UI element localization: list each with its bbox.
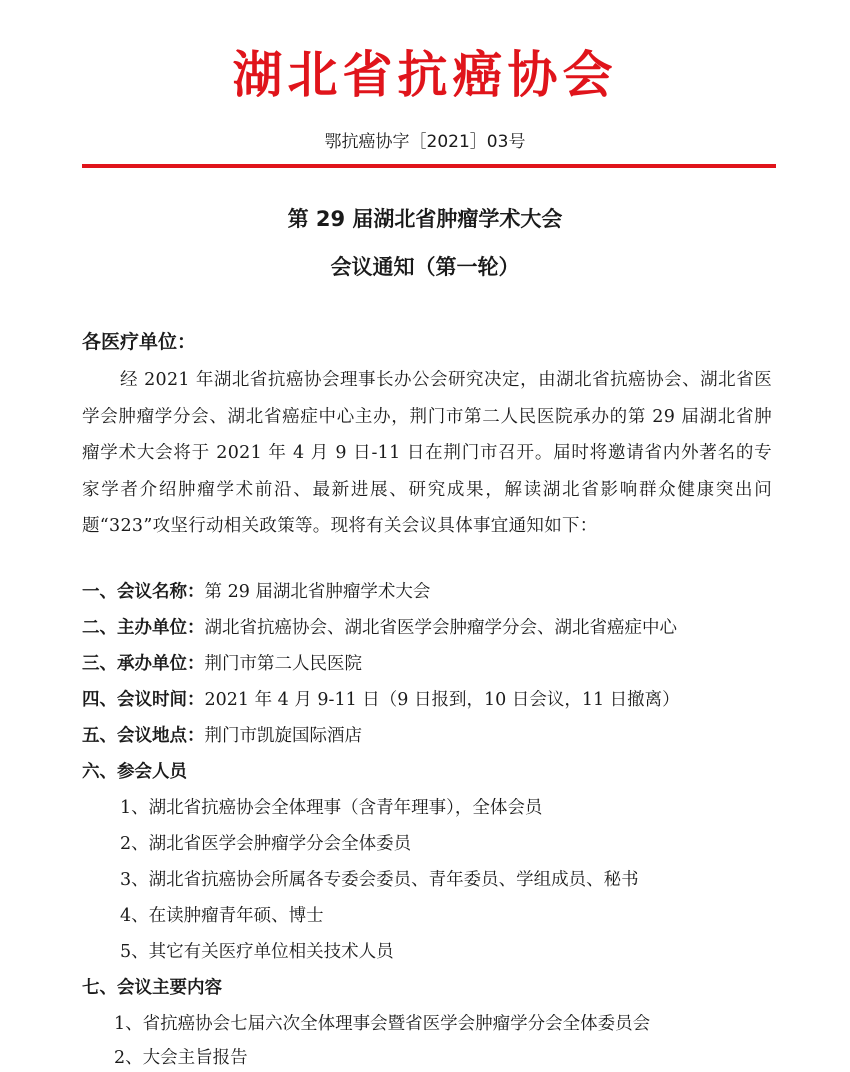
notice-subtitle: 会议通知（第一轮）: [330, 255, 520, 279]
section-time: [82, 686, 680, 714]
organization-title: 湖北省抗癌协会: [232, 46, 618, 104]
section-meeting-name: [82, 578, 430, 606]
section-value: 湖北省抗癌协会、湖北省医学会肿瘤学分会、湖北省癌症中心: [204, 618, 677, 638]
document-number: 鄂抗癌协字［2021］03号: [324, 132, 526, 152]
list-item: 2、湖北省医学会肿瘤学分会全体委员: [120, 834, 412, 854]
section-label: 二、主办单位：: [82, 618, 205, 638]
section-value: 2021 年 4 月 9-11 日（9 日报到，10 日会议，11 日撤离）: [204, 690, 680, 710]
section-content: [82, 974, 222, 1002]
section-label: 六、参会人员: [82, 762, 187, 782]
section-attendees: [82, 758, 187, 786]
section-value: 荆门市凯旋国际酒店: [204, 726, 362, 746]
section-label: 七、会议主要内容: [82, 978, 222, 998]
list-item: 4、在读肿瘤青年硕、博士: [120, 906, 324, 926]
header-divider: [82, 164, 776, 168]
section-host: [82, 614, 677, 642]
list-item: 1、湖北省抗癌协会全体理事（含青年理事），全体会员: [120, 798, 543, 818]
list-item: 2、大会主旨报告: [114, 1048, 248, 1068]
list-item: 3、湖北省抗癌协会所属各专委会委员、青年委员、学组成员、秘书: [120, 870, 639, 890]
section-label: 四、会议时间：: [82, 690, 205, 710]
section-venue: [82, 722, 362, 750]
notice-title: 第 29 届湖北省肿瘤学术大会: [287, 207, 563, 231]
section-label: 三、承办单位：: [82, 654, 205, 674]
list-item: 5、其它有关医疗单位相关技术人员: [120, 942, 394, 962]
section-label: 一、会议名称：: [82, 582, 205, 602]
section-value: 荆门市第二人民医院: [204, 654, 362, 674]
body-paragraph: 经 2021 年湖北省抗癌协会理事长办公会研究决定，由湖北省抗癌协会、湖北省医学会肿瘤学分会、湖北省癌症中心主办，荆门市第二人民医院承办的第 29 届湖北省肿瘤学术大会将于 2021 年 4 月 9 日-11 日在荆门市召开。届时将邀请省内外著名的专家学者介绍肿瘤学术前沿、最新进展、研究成果，解读湖北省影响群众健康突出问题“323”攻坚行动相关政策等。现将有关会议具体事宜通知如下：: [82, 370, 772, 536]
list-item: 1、省抗癌协会七届六次全体理事会暨省医学会肿瘤学分会全体委员会: [114, 1014, 651, 1034]
section-organizer: [82, 650, 362, 678]
salutation: 各医疗单位：: [82, 331, 197, 353]
section-label: 五、会议地点：: [82, 726, 205, 746]
section-value: 第 29 届湖北省肿瘤学术大会: [204, 582, 431, 602]
